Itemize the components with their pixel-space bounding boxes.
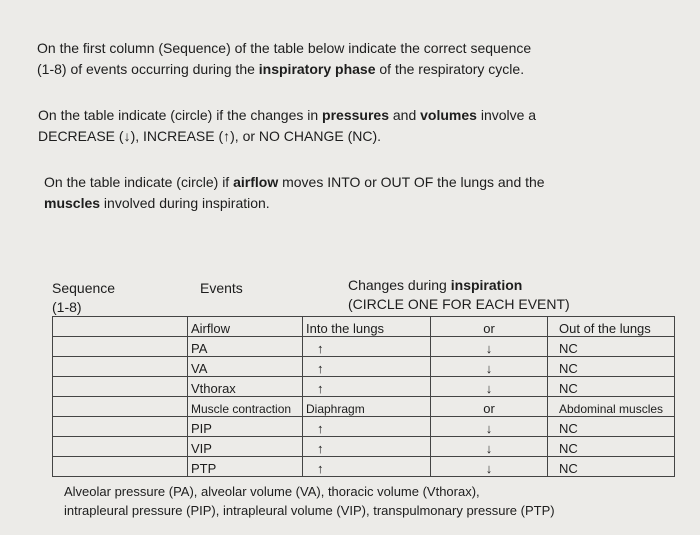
option-decrease-cell[interactable]: ↓ — [431, 437, 548, 457]
instruction-airflow-line1 — [44, 172, 644, 193]
option-nochange-cell[interactable] — [548, 437, 675, 457]
sequence-input-cell[interactable] — [53, 377, 188, 397]
table-row — [53, 377, 675, 397]
option-increase-cell[interactable]: ↑ — [303, 457, 431, 477]
header-sequence-range: (1-8) — [52, 299, 82, 315]
instruction-airflow-muscles — [44, 172, 644, 214]
text-fragment: Changes during — [348, 277, 451, 293]
instruction-pressures-line2: DECREASE (↓), INCREASE (↑), or NO CHANGE (NC). — [38, 128, 382, 144]
sequence-input-cell[interactable] — [53, 397, 188, 417]
option-increase-cell[interactable]: ↑ — [303, 377, 431, 397]
option-nochange-cell[interactable] — [548, 337, 675, 357]
option-increase-cell[interactable]: ↑ — [303, 337, 431, 357]
text-fragment: and — [388, 107, 421, 123]
sequence-input-cell[interactable] — [53, 357, 188, 377]
bold-inspiration: inspiration — [450, 277, 523, 293]
option-decrease-cell[interactable]: ↓ — [431, 357, 548, 377]
option-increase-cell[interactable]: ↑ — [303, 417, 431, 437]
option-label: NC — [559, 381, 578, 396]
sequence-table — [52, 316, 675, 477]
text-fragment: On the table indicate (circle) if the changes in — [38, 107, 323, 123]
option-nochange-cell[interactable] — [548, 317, 675, 337]
text-fragment: of the respiratory cycle. — [375, 61, 525, 77]
event-cell: VA — [188, 357, 303, 377]
instruction-sequence-line2 — [37, 59, 637, 80]
header-changes — [348, 276, 522, 295]
bold-inspiratory-phase: inspiratory phase — [258, 61, 376, 77]
table-row — [53, 397, 675, 417]
text-fragment: (1-8) of events occurring during the — [37, 61, 259, 77]
table-row — [53, 417, 675, 437]
instruction-pressures-volumes — [38, 105, 638, 147]
sequence-input-cell[interactable] — [53, 417, 188, 437]
sequence-input-cell[interactable] — [53, 317, 188, 337]
option-label: NC — [559, 441, 578, 456]
header-events: Events — [200, 280, 243, 296]
sequence-input-cell[interactable] — [53, 437, 188, 457]
option-nochange-cell[interactable] — [548, 397, 675, 417]
option-nochange-cell[interactable] — [548, 417, 675, 437]
option-nochange-cell[interactable] — [548, 457, 675, 477]
instruction-sequence-line1: On the first column (Sequence) of the table below indicate the correct sequence — [37, 40, 532, 56]
bold-volumes: volumes — [420, 107, 477, 123]
table-row — [53, 457, 675, 477]
option-decrease-cell[interactable]: ↓ — [431, 337, 548, 357]
option-increase-cell[interactable]: Into the lungs — [303, 317, 431, 337]
table-row — [53, 317, 675, 337]
text-fragment: moves INTO or OUT OF the lungs and the — [278, 174, 545, 190]
option-label: NC — [559, 461, 578, 476]
bold-airflow: airflow — [233, 174, 279, 190]
instruction-sequence — [37, 38, 637, 80]
instruction-pressures-line1 — [38, 105, 638, 126]
option-decrease-cell[interactable]: ↓ — [431, 417, 548, 437]
bold-pressures: pressures — [322, 107, 389, 123]
option-decrease-cell[interactable]: or — [431, 397, 548, 417]
option-label: Out of the lungs — [559, 321, 651, 336]
abbreviation-legend — [64, 482, 555, 520]
table-row — [53, 337, 675, 357]
option-label: NC — [559, 361, 578, 376]
bold-muscles: muscles — [44, 195, 101, 211]
event-cell: PTP — [188, 457, 303, 477]
option-nochange-cell[interactable] — [548, 377, 675, 397]
sequence-input-cell[interactable] — [53, 457, 188, 477]
event-cell: VIP — [188, 437, 303, 457]
event-cell: PA — [188, 337, 303, 357]
option-decrease-cell[interactable]: ↓ — [431, 457, 548, 477]
table-row — [53, 437, 675, 457]
table-row — [53, 357, 675, 377]
sequence-input-cell[interactable] — [53, 337, 188, 357]
option-increase-cell[interactable]: Diaphragm — [303, 397, 431, 417]
instruction-airflow-line2 — [44, 193, 644, 214]
legend-line2: intrapleural pressure (PIP), intrapleural volume (VIP), transpulmonary pressure (PTP) — [64, 503, 555, 518]
event-cell: PIP — [188, 417, 303, 437]
option-decrease-cell[interactable]: ↓ — [431, 377, 548, 397]
option-label: NC — [559, 421, 578, 436]
option-decrease-cell[interactable]: or — [431, 317, 548, 337]
option-increase-cell[interactable]: ↑ — [303, 437, 431, 457]
option-label: NC — [559, 341, 578, 356]
text-fragment: involve a — [476, 107, 537, 123]
text-fragment: involved during inspiration. — [100, 195, 270, 211]
legend-line1: Alveolar pressure (PA), alveolar volume (VA), thoracic volume (Vthorax), — [64, 484, 480, 499]
option-nochange-cell[interactable] — [548, 357, 675, 377]
option-increase-cell[interactable]: ↑ — [303, 357, 431, 377]
event-cell: Vthorax — [188, 377, 303, 397]
event-cell: Airflow — [188, 317, 303, 337]
text-fragment: On the table indicate (circle) if — [44, 174, 234, 190]
event-cell: Muscle contraction — [188, 397, 303, 417]
header-circle-note: (CIRCLE ONE FOR EACH EVENT) — [348, 296, 570, 312]
header-sequence: Sequence — [52, 280, 116, 296]
option-label: Abdominal muscles — [559, 402, 664, 416]
